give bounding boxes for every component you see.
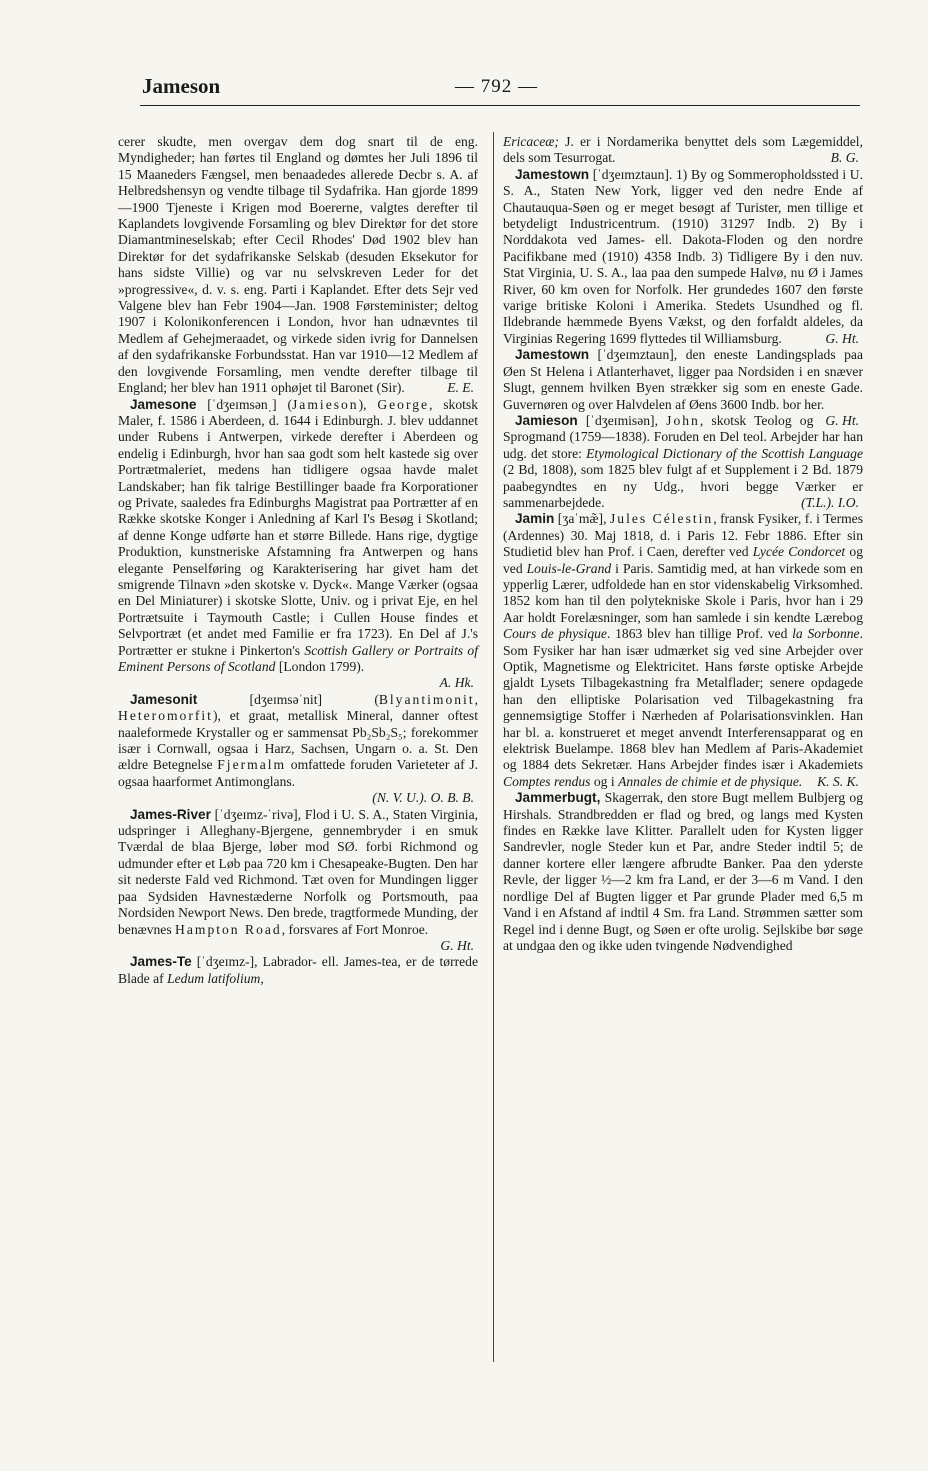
entry-continuation: Ericaceæ; J. er i Nordamerika benyttet dels som Lægemiddel, dels som Tesurrogat. B. G. — [503, 134, 863, 166]
headword: Jamestown — [515, 166, 590, 182]
entry-jamestown-usa: Jamestown [ˈdʒeɪmztaun]. 1) By og Sommeropholdssted i U. S. A., Staten New York, ligger ved den nedre Ende af Chautauqua-Søen og er meget besøgt af Turister, men tillige et betydeligt Industricentrum. (1910) 31297 Indb. 2) By i Norddakota ved James- ell. Dakota-Floden og den nordre Pacifikbane med (1910) 4358 Indb. 3) Tidligere By i den nuv. Stat Virginia, U. S. A., laa paa den sumpede Halvø, nu Ø i James River, 60 km oven for Norfolk. Her grundedes 1607 den første varige britiske Koloni i Amerika. Stedets Usundhed og fl. Ildebrande hæmmede Byens Vækst, og den forfaldt aldeles, da Virginias Regering 1699 flyttedes til Williamsburg. G. Ht. — [503, 166, 863, 346]
left-column — [118, 134, 478, 987]
entry-jamieson: Jamieson [ˈdʒeɪmisən], John, skotsk Teolog og Sprogmand (1759—1838). Foruden en Del teol. Arbejder har han udg. det store: Etymological Dictionary of the Scottish Language (2 Bd, 1808), som 1825 blev fulgt af et Supplement i 2 Bd. 1879 paabegyndtes en ny Udg., hvori begge Værker er sammenarbejdede. (T.L.). I.O. — [503, 412, 863, 510]
entry-james-te: James-Te [ˈdʒeɪmz-], Labrador- ell. James-tea, er de tørrede Blade af Ledum latifolium, — [118, 954, 478, 986]
headword: James-Te — [130, 954, 192, 970]
entry-jamin: Jamin [ʒaˈmæ̃], Jules Célestin, fransk Fysiker, f. i Termes (Ardennes) 30. Maj 1818, d. i Paris 12. Febr 1886. Efter sin Studietid blev han Prof. i Caen, derefter ved Lycée Condorcet og ved Louis-le-Grand i Paris. Samtidig med, at han virkede som en ypperlig Lærer, udfoldede han en stor videnskabelig Virksomhed. 1852 kom han til den polytekniske Skole i Paris, hvor han i 29 Aar holdt Forelæsninger, som han samlede i sin kendte Lærebog Cours de physique. 1863 blev han tillige Prof. ved la Sorbonne. Som Fysiker har han især udmærket sig ved sine Arbejder over Optik, Magnetisme og Elektricitet. Hans første optiske Arbejde gjaldt Lysets Tilbagekastning fra Metalflader; senere opdagede han den elliptiske Polarisation ved Tilbagekastning fra gennemsigtige Stoffer i Nærheden af Polarisationsvinklen. Han har bl. a. konstrueret et meget anvendt Interferensapparat og en elektrisk Buelampe. 1868 blev han Medlem af Paris-Akademiet og 1884 dets Sekretær. Hans Arbejder findes især i Akademiets Comptes rendus og i Annales de chimie et de physique. K. S. K. — [503, 511, 864, 789]
page-header — [0, 0, 928, 110]
signature: K. S. K. — [817, 773, 859, 789]
signature: B. G. — [830, 150, 859, 166]
headword: Jammerbugt, — [515, 790, 601, 806]
signature: A. Hk. — [439, 675, 474, 691]
entry-jamesone: Jamesone [ˈdʒeɪmsənˌ] (Jamieson), George, skotsk Maler, f. 1586 i Aberdeen, d. 1644 i Edinburgh. J. blev uddannet under Rubens i Antwerpen, virkede derefter i Aberdeen og endelig i Edinburgh, hvor han saa godt som helt kastede sig over Portrætmaleriet, medens han tidligere ogsaa havde malet Landskaber; han fik talrige Bestillinger baade fra Korporationer og Private, saaledes fra Edinburghs Magistrat paa Portrætter af en Række skotske Konger i Anledning af Karl I's Besøg i Skotland; af denne Konge udførte han et større Billede. Hans rige, dygtige Produktion, kunstneriske Afstamning fra Antwerpen og hans elegante Penselføring og Karakterisering har givet ham det smigrende Tilnavn »den skotske v. Dyck«. Mange Værker (ogsaa en Del Miniaturer) i skotske Slotte, Univ. og i privat Eje, en hel Portrætsuite i Taymouth Castle; i Cullen House findes et Selvportræt (et andet med Familie er fra 1723). En Del af J.'s Portrætter er stukne i Pinkerton's Scottish Gallery or Portraits of Eminent Persons of Scotland [London 1799). A. Hk. — [118, 396, 478, 691]
headword: Jamesonit — [130, 691, 198, 707]
signature: E. E. — [447, 380, 474, 396]
entry-jamesonit: Jamesonit [dʒeɪmsəˈnit] (Blyantimonit, Heteromorfit), et graat, metallisk Mineral, danner oftest naaleformede Krystaller og er sammensat Pb₂Sb₂S₅; forekommer især i Cornwall, ogsaa i Harz, Sachsen, Ungarn o. a. St. Den ældre Betegnelse Fjermalm omfattede foruden Varieteter af J. ogsaa haarformet Antimonglans. (N. V. U.). O. B. B. — [118, 691, 479, 806]
signature: (N. V. U.). O. B. B. — [372, 790, 474, 806]
headword: James-River — [130, 806, 211, 822]
headword: Jamin — [515, 511, 555, 527]
right-column — [503, 134, 863, 954]
entry-jamestown-st-helena: Jamestown [ˈdʒeɪmztaun], den eneste Landingsplads paa Øen St Helena i Atlanterhavet, ligger paa Nordsiden i en snæver Slugt, gennem hvilken Byen strækker sig som en eneste Gade. Guvernøren og over Halvdelen af Øens 3600 Indb. bor her. G. Ht. — [503, 347, 863, 428]
column-divider — [493, 132, 494, 1362]
entry-continuation: cerer skudte, men overgav dem dog snart til de eng. Myndigheder; han førtes til England og dømtes her Juli 1896 til 15 Maaneders Fængsel, men benaadedes allerede Decbr s. A. af Helbredshensyn og vendte tilbage til Sydafrika. Han gjorde 1899—1900 Tjeneste i Krigen mod Boererne, valgtes derefter til Kaplandets lovgivende Forsamling og blev Direktør for det store Diamantmineselskab; efter Cecil Rhodes' Død 1902 blev han Direktør for det sydafrikanske Selskab (desuden Eksekutor for hans sidste Villie) og var nu selvskreven Leder for det »progressive«, d. v. s. eng. Parti i Kaplandet. Efter dets Sejr ved Valgene blev han Febr 1904—Jan. 1908 Førsteminister; deltog 1907 i Kolonikonferencen i London, hvor han udnævntes til Medlem af Gehejmeraadet, og virkede siden ivrig for Dannelsen af den sydafrikanske Forbundsstat. Han var 1910—12 Medlem af den lovgivende Forsamling, men vendte derefter tilbage til England; her blev han 1911 ophøjet til Baronet (Sir). E. E. — [118, 134, 478, 396]
headword: Jamesone — [130, 396, 197, 412]
signature: (T.L.). I.O. — [801, 494, 859, 510]
running-head: Jameson — [142, 74, 221, 98]
entry-jammerbugt: Jammerbugt, Skagerrak, den store Bugt mellem Bulbjerg og Hirshals. Strandbredden er flad og bred, og langs med Kysten findes en Række lave Klitter. Parallelt uden for Kysten ligger Sandrevler, nogle Steder kun et Par, andre Steder indtil 5; de danner kortere eller længere afbrudte Banker. Paa den yderste Revle, der ligger ½—2 km fra Land, er der 3—6 m Vand. I den nordlige Del af Bugten ligger et Par grunde Plader med 6,5 m Vand i en Afstand af indtil 4 Sm. fra Land. Strømmen sætter som Regel ind i denne Bugt, og Søen er ofte urolig. Sejlskibe bør søge at undgaa den og ikke uden tvingende Nødvendighed — [503, 790, 863, 953]
entry-james-river: James-River [ˈdʒeɪmz-ˈrivə], Flod i U. S. A., Staten Virginia, udspringer i Alleghany-Bjergene, gennembryder i en smuk Tværdal de blaa Bjerge, løber mod SØ. forbi Richmond og udmunder efter et Løb paa 720 km i Chesapeake-Bugten. Den har sit nederste Fald ved Richmond. Tæt oven for Mundingen ligger paa Sydsiden Havnestæderne Norfolk og Portsmouth, paa Nordsiden Newport News. Den brede, tragtformede Munding, der benævnes Hampton Road, forsvares af Fort Monroe. G. Ht. — [118, 806, 478, 953]
signature: G. Ht. — [825, 412, 859, 428]
signature: G. Ht. — [440, 937, 474, 953]
page-number: — 792 — — [455, 76, 538, 97]
signature: G. Ht. — [825, 330, 859, 346]
headword: Jamieson — [515, 412, 578, 428]
headword: Jamestown — [515, 347, 590, 363]
header-rule — [140, 105, 860, 106]
